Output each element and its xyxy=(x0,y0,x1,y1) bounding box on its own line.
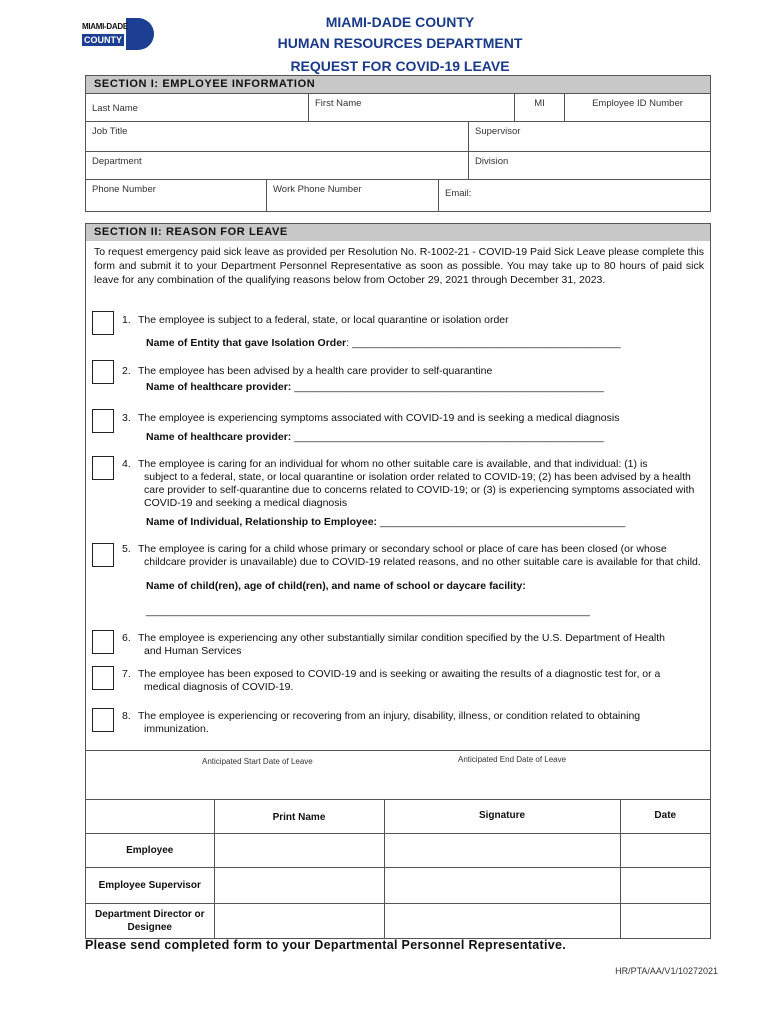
email-field[interactable]: Email: xyxy=(438,180,710,211)
department-row xyxy=(86,151,710,179)
job-row xyxy=(86,121,710,151)
reason-5-detail: Name of child(ren), age of child(ren), and name of school or daycare facility: xyxy=(146,580,526,592)
col-date: Date xyxy=(620,800,710,834)
checkbox-reason-8[interactable] xyxy=(92,708,114,732)
checkbox-reason-4[interactable] xyxy=(92,456,114,480)
reason-4-detail: Name of Individual, Relationship to Employee: __________________________________________ xyxy=(146,516,626,528)
signature-label-employee: Employee xyxy=(86,834,214,868)
form-title: REQUEST FOR COVID-19 LEAVE xyxy=(290,58,510,74)
reason-1-detail: Name of Entity that gave Isolation Order: ______________________________________________ xyxy=(146,337,621,349)
reason-7-text: 7. The employee has been exposed to COVID-19 and is seeking or awaiting the results of a diagnostic test for, or a medical diagnosis of COVID-19. xyxy=(122,668,661,693)
department-field[interactable]: Department xyxy=(92,156,142,167)
reason-8-text: 8. The employee is experiencing or recovering from an injury, disability, illness, or condition related to obtaining immunization. xyxy=(122,710,641,735)
reason-2-text: 2. The employee has been advised by a health care provider to self-quarantine xyxy=(122,365,493,377)
leave-dates-row xyxy=(86,751,710,799)
last-name-field[interactable]: Last Name xyxy=(92,103,138,114)
reason-1-text: 1. The employee is subject to a federal, state, or local quarantine or isolation order xyxy=(122,314,509,326)
start-date-field[interactable]: Anticipated Start Date of Leave xyxy=(202,757,313,766)
reason-3-detail: Name of healthcare provider: _____________________________________________________ xyxy=(146,431,604,443)
end-date-field[interactable]: Anticipated End Date of Leave xyxy=(458,755,567,764)
print-name-director[interactable] xyxy=(214,904,384,938)
job-title-field[interactable]: Job Title xyxy=(92,126,128,137)
checkbox-reason-1[interactable] xyxy=(92,311,114,335)
signature-row-supervisor xyxy=(86,868,710,904)
division-field[interactable]: Division xyxy=(468,152,710,179)
col-signature: Signature xyxy=(384,800,620,834)
date-supervisor[interactable] xyxy=(620,868,710,904)
reason-6-text: 6. The employee is experiencing any other substantially similar condition specified by the U.S. Department of Health and Human Services xyxy=(122,632,666,657)
county-logo xyxy=(82,18,152,54)
phone-field[interactable]: Phone Number xyxy=(92,184,156,195)
checkbox-reason-2[interactable] xyxy=(92,360,114,384)
signature-row-employee xyxy=(86,834,710,868)
signature-employee[interactable] xyxy=(384,834,620,868)
logo-text-top: MIAMI-DADE xyxy=(82,22,128,31)
reason-2-detail: Name of healthcare provider: _____________________________________________________ xyxy=(146,381,604,393)
section2-intro: To request emergency paid sick leave as provided per Resolution No. R-1002-21 - COVID-19 Paid Sick Leave please complete this form and submit it to your Department Personnel Representative as soon as possible. You may take up to 80 hours of paid sick leave for any combination of the qualifying reasons below from October 29, 2021 through December 31, 2023. xyxy=(94,246,704,286)
dept-name: HUMAN RESOURCES DEPARTMENT xyxy=(277,35,523,51)
org-name: MIAMI-DADE COUNTY xyxy=(325,14,475,30)
first-name-field[interactable]: First Name xyxy=(308,94,514,121)
contact-row xyxy=(86,179,710,211)
signature-header-row xyxy=(86,800,710,834)
leave-dates-and-signatures xyxy=(85,751,711,939)
checkbox-reason-5[interactable] xyxy=(92,543,114,567)
logo-text-bottom: COUNTY xyxy=(84,35,122,45)
logo-disc xyxy=(126,18,154,50)
signature-label-supervisor: Employee Supervisor xyxy=(86,868,214,904)
checkbox-reason-3[interactable] xyxy=(92,409,114,433)
reason-5-line[interactable]: ____________________________________________________________________________ xyxy=(146,605,590,617)
signature-corner xyxy=(86,800,214,834)
signature-row-director xyxy=(86,904,710,938)
work-phone-field[interactable]: Work Phone Number xyxy=(266,180,438,211)
form-code: HR/PTA/AA/V1/10272021 xyxy=(615,966,718,976)
signature-director[interactable] xyxy=(384,904,620,938)
mi-field[interactable]: MI xyxy=(514,94,564,121)
checkbox-reason-6[interactable] xyxy=(92,630,114,654)
reason-4-text: 4. The employee is caring for an individual for whom no other suitable care is available, and that individual: (1) is subject to a federal, state, or local quarantine or isolation order related to COVID-19; (2) has been advised by a health care provider to self-quarantine due to concerns related to COVID-19; or (3) is experiencing symptoms associated with COVID-19 and seeking a medical diagnosis xyxy=(122,458,695,509)
signature-supervisor[interactable] xyxy=(384,868,620,904)
print-name-supervisor[interactable] xyxy=(214,868,384,904)
checkbox-reason-7[interactable] xyxy=(92,666,114,690)
section1-heading: SECTION I: EMPLOYEE INFORMATION xyxy=(86,76,710,93)
supervisor-field[interactable]: Supervisor xyxy=(468,122,710,151)
document-header xyxy=(240,12,560,77)
print-name-employee[interactable] xyxy=(214,834,384,868)
col-print-name: Print Name xyxy=(214,800,384,834)
section-reason-for-leave xyxy=(85,223,711,751)
signature-label-director: Department Director or Designee xyxy=(86,904,214,938)
section-employee-information xyxy=(85,75,711,212)
name-row xyxy=(86,93,710,121)
date-employee[interactable] xyxy=(620,834,710,868)
reason-5-text: 5. The employee is caring for a child whose primary or secondary school or place of care has been closed (or whose childcare provider is unavailable) due to COVID-19 related reasons, and no other suitable care is available for that child. xyxy=(122,543,701,568)
date-director[interactable] xyxy=(620,904,710,938)
submission-note: Please send completed form to your Departmental Personnel Representative. xyxy=(85,938,567,952)
signature-table xyxy=(86,799,710,938)
section2-heading: SECTION II: REASON FOR LEAVE xyxy=(86,224,710,241)
reason-3-text: 3. The employee is experiencing symptoms associated with COVID-19 and is seeking a medical diagnosis xyxy=(122,412,620,424)
employee-id-field[interactable]: Employee ID Number xyxy=(564,94,710,121)
